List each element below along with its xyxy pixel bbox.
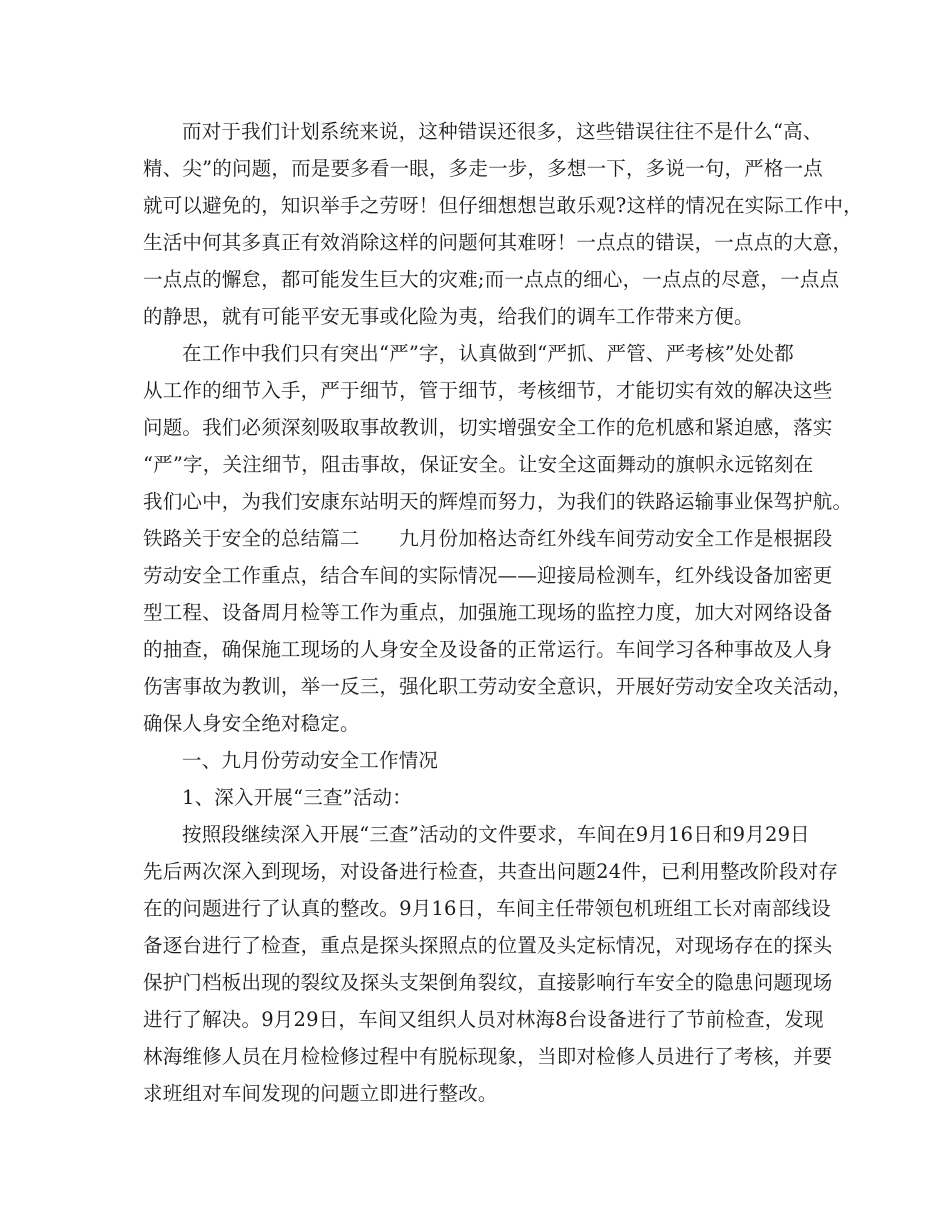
- paragraph-line: 问题。我们必须深刻吸取事故教训，切实增强安全工作的危机感和紧迫感，落实: [143, 416, 833, 439]
- subheading-line: 1、深入开展“三查”活动：: [182, 786, 412, 809]
- paragraph-line: 精、尖”的问题，而是要多看一眼，多走一步，多想一下，多说一句，严格一点: [143, 157, 823, 180]
- paragraph-line: 就可以避免的，知识举手之劳呀！但仔细想想岂敢乐观?这样的情况在实际工作中，: [143, 194, 863, 217]
- paragraph-line: 生活中何其多真正有效消除这样的问题何其难呀！一点点的错误，一点点的大意，: [143, 231, 853, 254]
- paragraph-line: 求班组对车间发现的问题立即进行整改。: [143, 1082, 498, 1105]
- paragraph-line: 从工作的细节入手，严于细节，管于细节，考核细节，才能切实有效的解决这些: [143, 379, 833, 402]
- paragraph-line: 先后两次深入到现场，对设备进行检查，共查出问题24件，已利用整改阶段对存: [143, 860, 839, 883]
- paragraph-line: 型工程、设备周月检等工作为重点，加强施工现场的监控力度，加大对网络设备: [143, 601, 833, 624]
- paragraph-line: 保护门档板出现的裂纹及探头支架倒角裂纹，直接影响行车安全的隐患问题现场: [143, 971, 833, 994]
- section-heading-line: 铁路关于安全的总结篇二 九月份加格达奇红外线车间劳动安全工作是根据段: [143, 527, 833, 550]
- paragraph-line: 在的问题进行了认真的整改。9月16日，车间主任带领包机班组工长对南部线设: [143, 897, 831, 920]
- paragraph-line: 而对于我们计划系统来说，这种错误还很多，这些错误往往不是什么“高、: [182, 120, 823, 143]
- paragraph-line: 在工作中我们只有突出“严”字，认真做到“严抓、严管、严考核”处处都: [182, 342, 794, 365]
- paragraph-line: 确保人身安全绝对稳定。: [143, 712, 360, 735]
- paragraph-line: 的静思，就有可能平安无事或化险为夷，给我们的调车工作带来方便。: [143, 305, 754, 328]
- paragraph-line: 劳动安全工作重点，结合车间的实际情况——迎接局检测车，红外线设备加密更: [143, 564, 833, 587]
- paragraph-line: 进行了解决。9月29日，车间又组织人员对林海8台设备进行了节前检查，发现: [143, 1008, 824, 1031]
- paragraph-line: “严”字，关注细节，阻击事故，保证安全。让安全这面舞动的旗帜永远铭刻在: [143, 453, 814, 476]
- paragraph-line: 按照段继续深入开展“三查”活动的文件要求，车间在9月16日和9月29日: [182, 823, 810, 846]
- paragraph-line: 伤害事故为教训，举一反三，强化职工劳动安全意识，开展好劳动安全攻关活动，: [143, 675, 853, 698]
- paragraph-line: 林海维修人员在月检检修过程中有脱标现象，当即对检修人员进行了考核，并要: [143, 1045, 833, 1068]
- paragraph-line: 备逐台进行了检查，重点是探头探照点的位置及头定标情况，对现场存在的探头: [143, 934, 833, 957]
- paragraph-line: 我们心中，为我们安康东站明天的辉煌而努力，为我们的铁路运输事业保驾护航。: [143, 490, 853, 513]
- paragraph-line: 的抽查，确保施工现场的人身安全及设备的正常运行。车间学习各种事故及人身: [143, 638, 833, 661]
- subheading-line: 一、九月份劳动安全工作情况: [182, 749, 439, 772]
- paragraph-line: 一点点的懈怠，都可能发生巨大的灾难;而一点点的细心，一点点的尽意，一点点: [143, 268, 840, 291]
